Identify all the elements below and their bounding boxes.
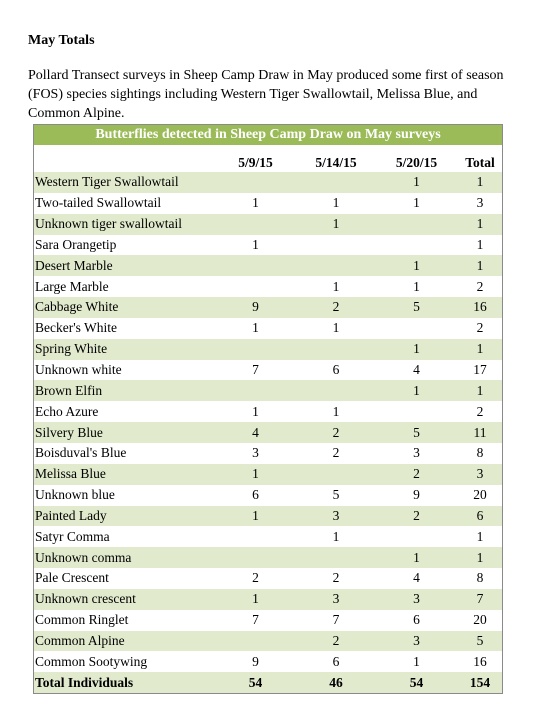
count-cell (297, 255, 375, 276)
total-cell: 1 (458, 255, 502, 276)
count-cell: 1 (375, 276, 458, 297)
total-cell: 2 (458, 401, 502, 422)
total-cell: 1 (458, 339, 502, 360)
species-name-cell: Becker's White (34, 318, 214, 339)
count-cell: 5 (375, 297, 458, 318)
species-name-cell: Boisduval's Blue (34, 443, 214, 464)
species-name-cell: Painted Lady (34, 506, 214, 527)
table-row (34, 464, 502, 485)
species-name-cell: Unknown blue (34, 485, 214, 506)
table-row (34, 172, 502, 193)
total-cell: 6 (458, 506, 502, 527)
table-row (34, 339, 502, 360)
table-row (34, 380, 502, 401)
count-cell: 3 (375, 589, 458, 610)
count-cell: 1 (297, 193, 375, 214)
total-value-cell: 46 (297, 672, 375, 693)
table-row (34, 610, 502, 631)
count-cell: 2 (297, 443, 375, 464)
count-cell: 1 (375, 380, 458, 401)
count-cell: 2 (297, 297, 375, 318)
table-row (34, 297, 502, 318)
total-cell: 5 (458, 631, 502, 652)
count-cell (375, 214, 458, 235)
count-cell: 2 (214, 568, 297, 589)
total-label-cell: Total Individuals (34, 672, 214, 693)
count-cell: 2 (375, 464, 458, 485)
count-cell: 1 (214, 589, 297, 610)
count-cell: 4 (375, 360, 458, 381)
column-header-total: Total (458, 146, 502, 172)
species-name-cell: Two-tailed Swallowtail (34, 193, 214, 214)
count-cell: 3 (375, 443, 458, 464)
count-cell: 1 (297, 526, 375, 547)
species-name-cell: Common Alpine (34, 631, 214, 652)
count-cell (297, 464, 375, 485)
column-header-date-3: 5/20/15 (375, 146, 458, 172)
species-name-cell: Spring White (34, 339, 214, 360)
column-header-date-2: 5/14/15 (297, 146, 375, 172)
count-cell: 7 (214, 360, 297, 381)
table-row (34, 443, 502, 464)
column-header-date-1: 5/9/15 (214, 146, 297, 172)
table-row (34, 276, 502, 297)
count-cell: 7 (214, 610, 297, 631)
species-name-cell: Brown Elfin (34, 380, 214, 401)
count-cell (214, 380, 297, 401)
total-cell: 8 (458, 443, 502, 464)
total-value-cell: 54 (375, 672, 458, 693)
count-cell: 2 (375, 506, 458, 527)
table-row (34, 193, 502, 214)
count-cell: 1 (297, 276, 375, 297)
count-cell (375, 318, 458, 339)
count-cell (375, 526, 458, 547)
count-cell: 6 (214, 485, 297, 506)
total-cell: 1 (458, 526, 502, 547)
table-row (34, 651, 502, 672)
species-name-cell: Echo Azure (34, 401, 214, 422)
count-cell: 2 (297, 422, 375, 443)
count-cell: 3 (297, 589, 375, 610)
total-cell: 2 (458, 318, 502, 339)
count-cell: 1 (214, 506, 297, 527)
count-cell: 1 (214, 464, 297, 485)
total-cell: 20 (458, 610, 502, 631)
count-cell (214, 526, 297, 547)
count-cell: 4 (375, 568, 458, 589)
count-cell: 1 (214, 193, 297, 214)
species-name-cell: Sara Orangetip (34, 235, 214, 256)
species-name-cell: Unknown white (34, 360, 214, 381)
total-cell: 1 (458, 235, 502, 256)
table-row (34, 422, 502, 443)
species-name-cell: Common Ringlet (34, 610, 214, 631)
count-cell: 6 (375, 610, 458, 631)
count-cell (297, 339, 375, 360)
count-cell (214, 255, 297, 276)
total-cell: 11 (458, 422, 502, 443)
total-cell: 3 (458, 193, 502, 214)
species-name-cell: Satyr Comma (34, 526, 214, 547)
table-row (34, 255, 502, 276)
count-cell (214, 276, 297, 297)
table-row (34, 526, 502, 547)
count-cell (297, 235, 375, 256)
count-cell: 1 (375, 255, 458, 276)
count-cell: 3 (375, 631, 458, 652)
species-name-cell: Large Marble (34, 276, 214, 297)
count-cell: 1 (375, 172, 458, 193)
count-cell: 1 (214, 318, 297, 339)
total-value-cell: 154 (458, 672, 502, 693)
species-name-cell: Melissa Blue (34, 464, 214, 485)
count-cell: 4 (214, 422, 297, 443)
count-cell: 2 (297, 631, 375, 652)
intro-paragraph: Pollard Transect surveys in Sheep Camp Draw in May produced some first of season (FOS) species sightings including Western Tiger Swallowtail, Melissa Blue, and Common Alpine. (28, 68, 504, 121)
species-name-cell: Common Sootywing (34, 651, 214, 672)
count-cell (214, 172, 297, 193)
count-cell (297, 547, 375, 568)
count-cell: 3 (214, 443, 297, 464)
total-cell: 1 (458, 547, 502, 568)
species-name-cell: Silvery Blue (34, 422, 214, 443)
count-cell: 1 (297, 214, 375, 235)
total-cell: 7 (458, 589, 502, 610)
total-cell: 3 (458, 464, 502, 485)
count-cell (297, 380, 375, 401)
table-row (34, 547, 502, 568)
count-cell: 1 (297, 318, 375, 339)
count-cell: 1 (375, 339, 458, 360)
total-cell: 20 (458, 485, 502, 506)
table-row (34, 318, 502, 339)
count-cell: 1 (375, 547, 458, 568)
table-row (34, 360, 502, 381)
species-name-cell: Western Tiger Swallowtail (34, 172, 214, 193)
count-cell (214, 631, 297, 652)
column-header-species (34, 146, 214, 172)
species-name-cell: Unknown comma (34, 547, 214, 568)
total-value-cell: 54 (214, 672, 297, 693)
count-cell: 1 (214, 401, 297, 422)
total-cell: 16 (458, 651, 502, 672)
species-name-cell: Unknown crescent (34, 589, 214, 610)
count-cell: 5 (375, 422, 458, 443)
count-cell: 3 (297, 506, 375, 527)
species-name-cell: Pale Crescent (34, 568, 214, 589)
table-row (34, 631, 502, 652)
table-header-row (34, 146, 502, 172)
count-cell: 2 (297, 568, 375, 589)
count-cell (375, 401, 458, 422)
count-cell (214, 214, 297, 235)
total-cell: 1 (458, 214, 502, 235)
count-cell: 1 (297, 401, 375, 422)
table-title: Butterflies detected in Sheep Camp Draw on May surveys (34, 125, 502, 146)
butterfly-table (33, 124, 503, 694)
count-cell: 6 (297, 360, 375, 381)
table-row (34, 589, 502, 610)
total-row (34, 672, 502, 693)
species-name-cell: Cabbage White (34, 297, 214, 318)
count-cell: 7 (297, 610, 375, 631)
total-cell: 1 (458, 172, 502, 193)
table-row (34, 235, 502, 256)
count-cell (375, 235, 458, 256)
count-cell (214, 547, 297, 568)
total-cell: 16 (458, 297, 502, 318)
species-name-cell: Desert Marble (34, 255, 214, 276)
total-cell: 8 (458, 568, 502, 589)
page-heading: May Totals (28, 33, 95, 48)
table-row (34, 401, 502, 422)
count-cell: 9 (375, 485, 458, 506)
count-cell: 5 (297, 485, 375, 506)
table-row (34, 506, 502, 527)
count-cell: 9 (214, 297, 297, 318)
total-cell: 17 (458, 360, 502, 381)
count-cell: 1 (214, 235, 297, 256)
table-body (34, 172, 502, 693)
total-cell: 2 (458, 276, 502, 297)
count-cell: 9 (214, 651, 297, 672)
count-cell: 1 (375, 651, 458, 672)
count-cell (214, 339, 297, 360)
total-cell: 1 (458, 380, 502, 401)
count-cell (297, 172, 375, 193)
species-name-cell: Unknown tiger swallowtail (34, 214, 214, 235)
count-cell: 6 (297, 651, 375, 672)
table-row (34, 568, 502, 589)
count-cell: 1 (375, 193, 458, 214)
table-row (34, 485, 502, 506)
table-row (34, 214, 502, 235)
